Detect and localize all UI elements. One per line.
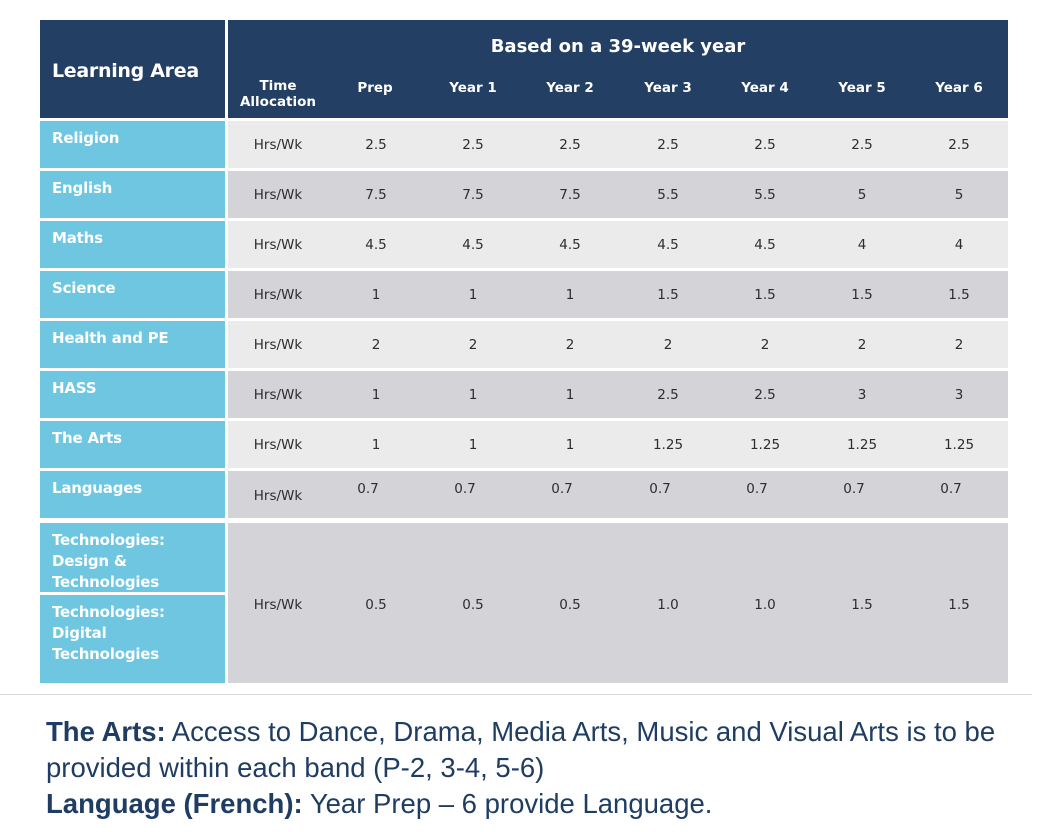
learning-area-label: Languages bbox=[52, 479, 142, 497]
learning-area-cell bbox=[40, 421, 225, 468]
table-cell: 2 bbox=[954, 337, 964, 353]
header-learning-area-label: Learning Area bbox=[52, 60, 199, 82]
table-cell: 7.5 bbox=[559, 187, 581, 203]
table-cell: 1 bbox=[468, 287, 478, 303]
table-cell: 1 bbox=[565, 287, 575, 303]
learning-area-label: Maths bbox=[52, 229, 103, 247]
table-cell: 1 bbox=[565, 387, 575, 403]
table-cell: 1 bbox=[468, 437, 478, 453]
table-cell: 1.5 bbox=[851, 287, 873, 303]
header-years bbox=[228, 20, 1008, 118]
table-cell: 1.25 bbox=[943, 437, 975, 453]
learning-area-cell bbox=[40, 371, 225, 418]
table-cell: 3 bbox=[857, 387, 867, 403]
table-row bbox=[40, 321, 1008, 368]
learning-area-label: The Arts bbox=[52, 429, 122, 447]
table-cell: 1 bbox=[468, 387, 478, 403]
table-cell: 1.0 bbox=[657, 597, 679, 613]
learning-area-label: English bbox=[52, 179, 113, 197]
table-cell: 5 bbox=[954, 187, 964, 203]
table-row bbox=[40, 271, 1008, 318]
time-allocation-cell: Hrs/Wk bbox=[253, 488, 303, 504]
table-cell: 1 bbox=[371, 287, 381, 303]
table-cell: 1.25 bbox=[749, 437, 781, 453]
table-cell: 4.5 bbox=[559, 237, 581, 253]
note-language-text: Year Prep – 6 provide Language. bbox=[302, 788, 713, 819]
table-cell: 1.5 bbox=[948, 597, 970, 613]
table-row bbox=[40, 421, 1008, 468]
table-cell: 4.5 bbox=[462, 237, 484, 253]
header-based-on: Based on a 39-week year bbox=[490, 36, 746, 57]
time-allocation-cell: Hrs/Wk bbox=[253, 137, 303, 153]
header-year-1: Year 1 bbox=[449, 80, 497, 96]
time-allocation-cell: Hrs/Wk bbox=[253, 337, 303, 353]
table-cell: 1 bbox=[565, 437, 575, 453]
table-cell: 5 bbox=[857, 187, 867, 203]
table-row bbox=[40, 371, 1008, 418]
table-cell: 2.5 bbox=[365, 137, 387, 153]
table-cell: 1.5 bbox=[948, 287, 970, 303]
learning-area-cell bbox=[40, 271, 225, 318]
time-allocation-cell: Hrs/Wk bbox=[253, 437, 303, 453]
learning-area-cell bbox=[40, 171, 225, 218]
table-row bbox=[40, 221, 1008, 268]
table-cell: 2 bbox=[565, 337, 575, 353]
time-allocation-cell: Hrs/Wk bbox=[253, 187, 303, 203]
table-cell: 2.5 bbox=[657, 137, 679, 153]
table-cell: 2.5 bbox=[754, 137, 776, 153]
table-cell: 0.7 bbox=[843, 481, 865, 497]
area-technologies-design: Technologies: Design & Technologies bbox=[40, 523, 225, 592]
table-cell: 4 bbox=[954, 237, 964, 253]
divider bbox=[0, 694, 1032, 695]
table-cell: 3 bbox=[954, 387, 964, 403]
table-cell: 2 bbox=[371, 337, 381, 353]
table-cell: 4.5 bbox=[365, 237, 387, 253]
note-language-label: Language (French): bbox=[46, 788, 303, 819]
table-cell: 2.5 bbox=[754, 387, 776, 403]
table-row bbox=[40, 171, 1008, 218]
table-cell: 2.5 bbox=[851, 137, 873, 153]
table-cell: 1 bbox=[371, 387, 381, 403]
header-year-4: Year 4 bbox=[741, 80, 789, 96]
table-cell: 0.5 bbox=[559, 597, 581, 613]
table-cell: 7.5 bbox=[462, 187, 484, 203]
table-cell: 1.25 bbox=[846, 437, 878, 453]
table-cell: 1.5 bbox=[754, 287, 776, 303]
note-arts bbox=[46, 714, 1046, 786]
note-arts-text: Access to Dance, Drama, Media Arts, Music and Visual Arts is to be provided within each band (P-2, 3-4, 5-6) bbox=[46, 716, 996, 783]
header-year-6: Year 6 bbox=[935, 80, 983, 96]
table-row-technologies bbox=[40, 523, 1008, 683]
learning-area-cell bbox=[40, 121, 225, 168]
table-cell: 2 bbox=[760, 337, 770, 353]
learning-area-label: Health and PE bbox=[52, 329, 169, 347]
table-cell: 5.5 bbox=[754, 187, 776, 203]
table-cell: 2.5 bbox=[657, 387, 679, 403]
table-cell: 5.5 bbox=[657, 187, 679, 203]
table-cell: 0.7 bbox=[940, 481, 962, 497]
header-year-2: Year 2 bbox=[546, 80, 594, 96]
table-cell: 4.5 bbox=[657, 237, 679, 253]
time-allocation-cell: Hrs/Wk bbox=[253, 287, 303, 303]
learning-area-label: Science bbox=[52, 279, 116, 297]
header-learning-area bbox=[40, 20, 225, 118]
table-row bbox=[40, 121, 1008, 168]
header-year-5: Year 5 bbox=[838, 80, 886, 96]
header-time-allocation: Time Allocation bbox=[239, 78, 317, 110]
table-cell: 2.5 bbox=[948, 137, 970, 153]
learning-area-label: HASS bbox=[52, 379, 97, 397]
learning-area-cell bbox=[40, 471, 225, 518]
table-cell: 2 bbox=[663, 337, 673, 353]
table-cell: 4 bbox=[857, 237, 867, 253]
table-row bbox=[40, 471, 1008, 518]
table-cell: 4.5 bbox=[754, 237, 776, 253]
table-cell: 2 bbox=[468, 337, 478, 353]
note-language bbox=[46, 786, 1046, 822]
table-cell: 0.7 bbox=[357, 481, 379, 497]
technologies-unit: Hrs/Wk bbox=[253, 597, 303, 613]
table-cell: 1.5 bbox=[851, 597, 873, 613]
table-cell: 7.5 bbox=[365, 187, 387, 203]
table-cell: 0.7 bbox=[746, 481, 768, 497]
table-cell: 2.5 bbox=[462, 137, 484, 153]
table-cell: 1.5 bbox=[657, 287, 679, 303]
header-year-prep: Prep bbox=[357, 80, 393, 96]
table-cell: 0.5 bbox=[365, 597, 387, 613]
table-cell: 0.7 bbox=[551, 481, 573, 497]
footnotes bbox=[46, 714, 1046, 822]
table-cell: 1.25 bbox=[652, 437, 684, 453]
table-cell: 0.7 bbox=[454, 481, 476, 497]
area-technologies-digital: Technologies: Digital Technologies bbox=[40, 595, 225, 683]
learning-area-cell bbox=[40, 221, 225, 268]
table-cell: 1 bbox=[371, 437, 381, 453]
table-cell: 1.0 bbox=[754, 597, 776, 613]
table-cell: 2.5 bbox=[559, 137, 581, 153]
table-cell: 0.5 bbox=[462, 597, 484, 613]
time-allocation-cell: Hrs/Wk bbox=[253, 387, 303, 403]
table-cell: 2 bbox=[857, 337, 867, 353]
header-year-3: Year 3 bbox=[644, 80, 692, 96]
learning-area-cell bbox=[40, 321, 225, 368]
learning-area-label: Religion bbox=[52, 129, 120, 147]
time-allocation-cell: Hrs/Wk bbox=[253, 237, 303, 253]
table-cell: 0.7 bbox=[649, 481, 671, 497]
note-arts-label: The Arts: bbox=[46, 716, 166, 747]
